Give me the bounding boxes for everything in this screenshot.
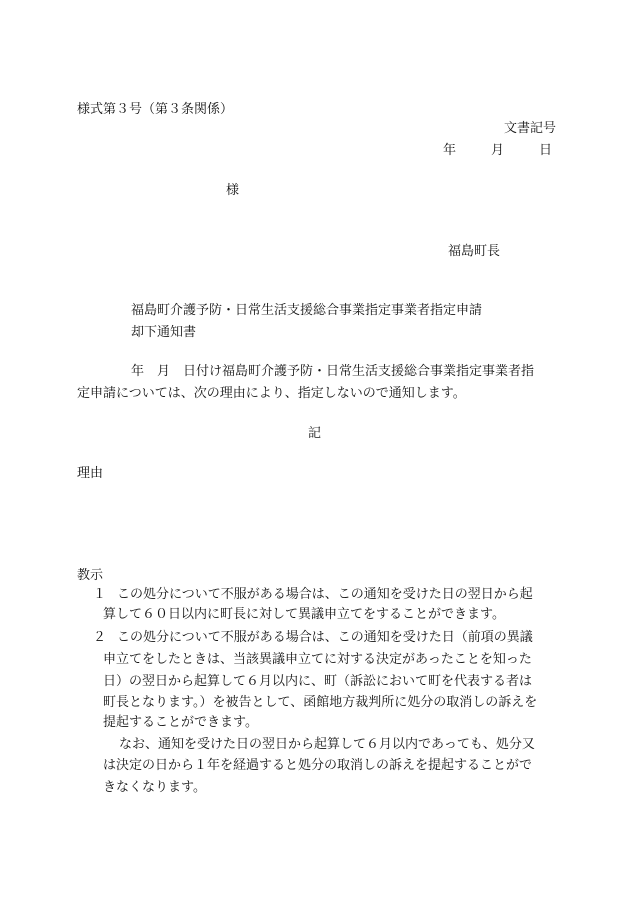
reason-label: 理由 (77, 466, 104, 481)
body-line-1: 年 月 日付け福島町介護予防・日常生活支援総合事業指定事業者指 (131, 364, 535, 379)
title-line-2: 却下通知書 (131, 325, 197, 340)
item-text-line: 町長となります。）を被告として、函館地方裁判所に処分の取消しの訴えを (103, 695, 538, 710)
item-text-line: 申立てをしたときは、当該異議申立てに対する決定があったことを知った (103, 652, 532, 667)
sender-name: 福島町長 (448, 244, 501, 259)
item-text-line: 提起することができます。 (103, 715, 258, 730)
item-text-line: は決定の日から１年を経過すると処分の取消しの訴えを提起することがで (103, 758, 533, 773)
body-line-2: 定申請については、次の理由により、指定しないので通知します。 (77, 386, 466, 401)
item-text-line: 日）の翌日から起算して６月以内に、町（訴訟において町を代表する者は (103, 674, 533, 689)
item-number: １ (93, 587, 107, 602)
kyouji-label: 教示 (77, 568, 104, 583)
date-month: 月 (491, 143, 505, 158)
date-day: 日 (539, 143, 553, 158)
form-label: 様式第３号（第３条関係） (77, 102, 234, 117)
item-number: ２ (93, 630, 107, 645)
item-text-line: なお、通知を受けた日の翌日から起算して６月以内であっても、処分又 (119, 737, 535, 752)
ki-heading: 記 (308, 426, 322, 441)
item-text-line: この処分について不服がある場合は、この通知を受けた日（前項の異議 (117, 630, 533, 645)
addressee-suffix: 様 (226, 183, 240, 198)
date-year: 年 (443, 143, 457, 158)
item-text-line: きなくなります。 (103, 780, 206, 795)
title-line-1: 福島町介護予防・日常生活支援総合事業指定事業者指定申請 (131, 303, 483, 318)
item-text-line: 算して６０日以内に町長に対して異議申立てをすることができます。 (103, 607, 505, 622)
item-text-line: この処分について不服がある場合は、この通知を受けた日の翌日から起 (117, 587, 533, 602)
doc-number-label: 文書記号 (504, 121, 557, 136)
